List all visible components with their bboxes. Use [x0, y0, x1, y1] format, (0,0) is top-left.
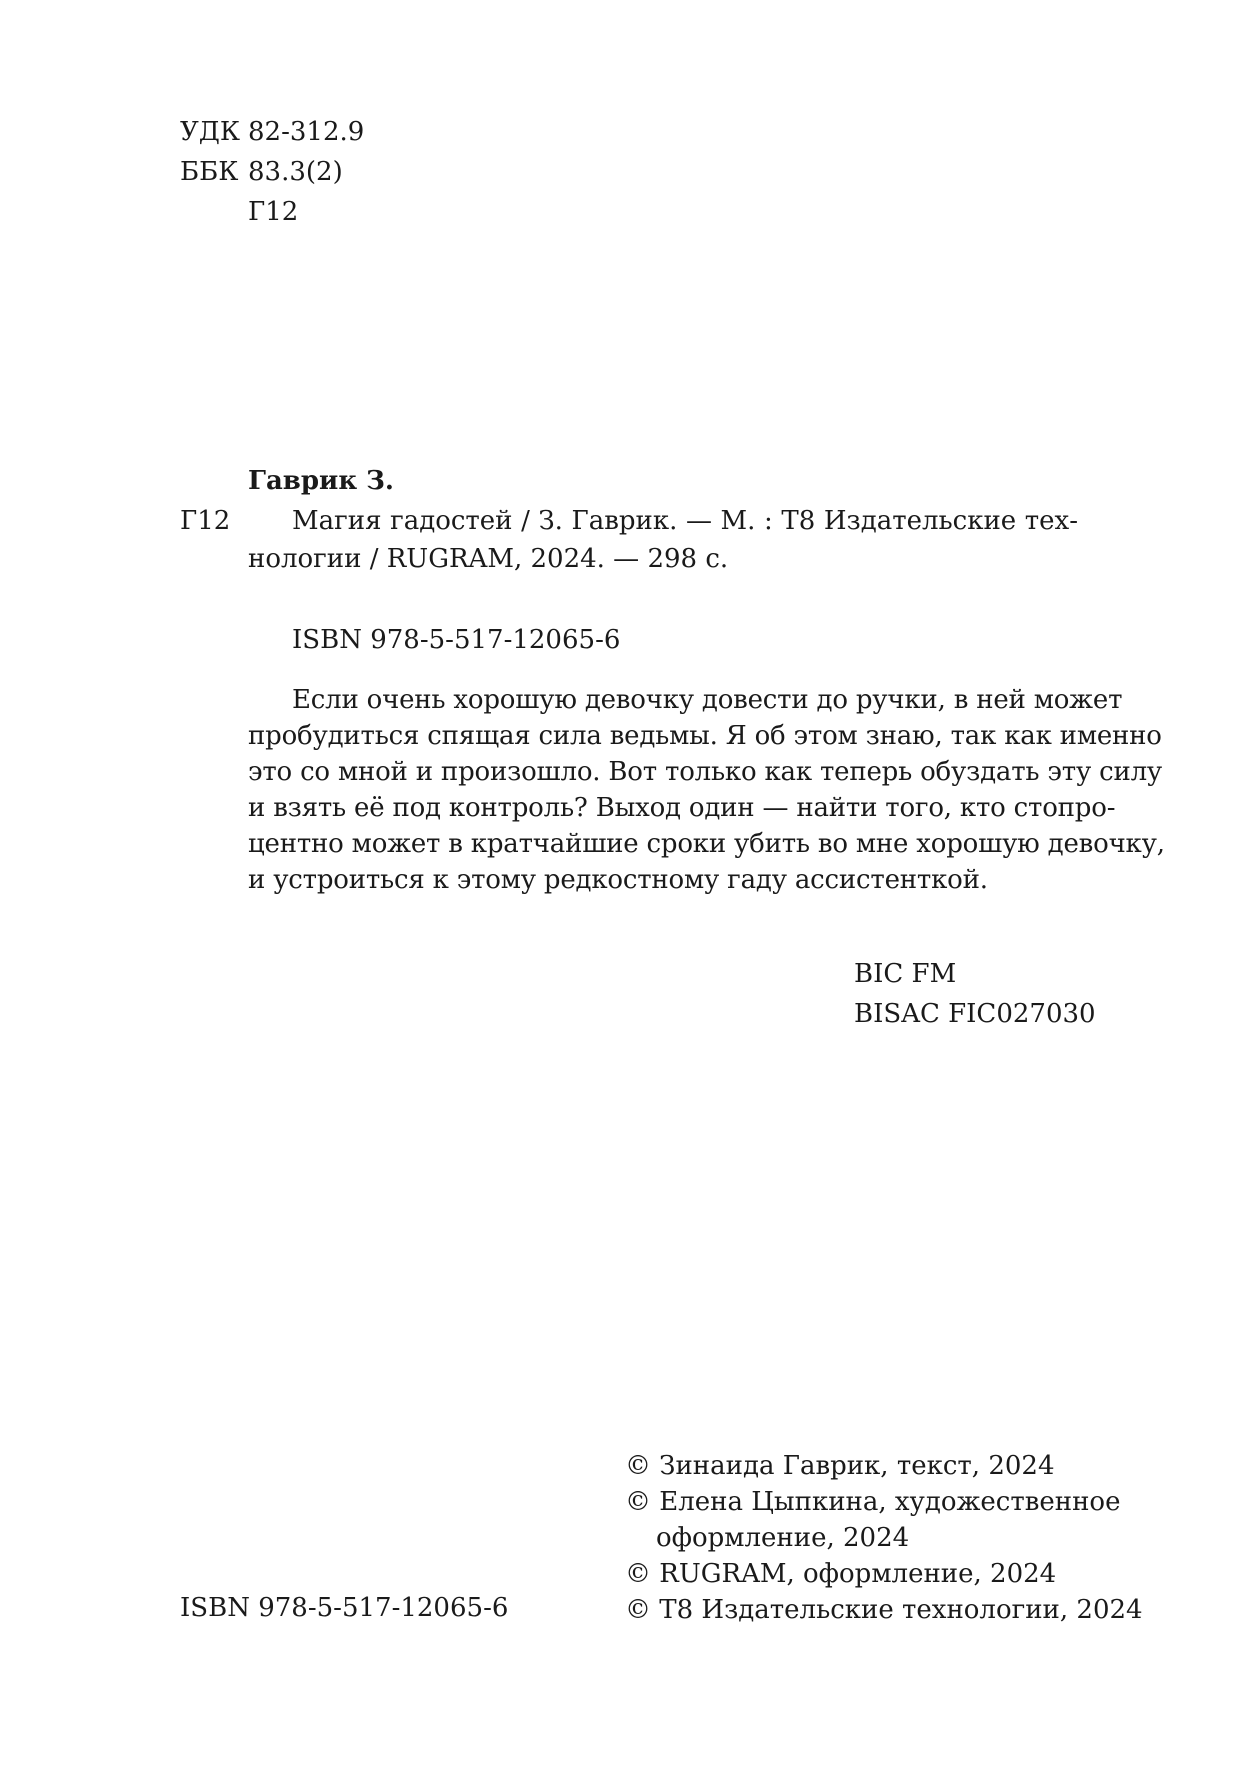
annotation-line-1: Если очень хорошую девочку довести до ручки, в ней может [292, 685, 1123, 715]
copyright-text: © Зинаида Гаврик, текст, 2024 [625, 1451, 1055, 1481]
cutter-row [180, 192, 364, 232]
cutter-side-code: Г12 [180, 506, 231, 536]
copyright-publisher: © Т8 Издательские технологии, 2024 [625, 1595, 1143, 1625]
copyright-design: © RUGRAM, оформление, 2024 [625, 1559, 1057, 1589]
classification-block [180, 112, 364, 232]
copyright-art: © Елена Цыпкина, художественное [625, 1487, 1121, 1517]
isbn-middle: ISBN 978-5-517-12065-6 [292, 625, 621, 655]
annotation-line-4: и взять её под контроль? Выход один — найти того, кто стопро- [248, 793, 1116, 823]
annotation-line-3: это со мной и произошло. Вот только как теперь обуздать эту силу [248, 757, 1163, 787]
bibliographic-line-1: Магия гадостей / З. Гаврик. — М. : Т8 Издательские тех- [292, 506, 1078, 536]
copyright-art-continued: оформление, 2024 [656, 1523, 910, 1553]
copyright-block [625, 1448, 1143, 1628]
subject-codes [854, 954, 1096, 1034]
bibliographic-line-2: нологии / RUGRAM, 2024. — 298 с. [248, 544, 729, 574]
bic-code: BIC FM [854, 959, 957, 989]
bbk-value: 83.3(2) [248, 157, 343, 187]
udk-row [180, 112, 364, 152]
bbk-label: ББК [180, 157, 239, 187]
bisac-code: BISAC FIC027030 [854, 999, 1096, 1029]
author-heading: Гаврик З. [248, 466, 394, 496]
udk-label: УДК [180, 117, 241, 147]
cutter-code: Г12 [248, 197, 299, 227]
udk-value: 82-312.9 [248, 117, 365, 147]
annotation-line-5: центно может в кратчайшие сроки убить во мне хорошую девочку, [248, 829, 1165, 859]
bbk-row [180, 152, 364, 192]
annotation-line-6: и устроиться к этому редкостному гаду ассистенткой. [248, 865, 988, 895]
isbn-bottom: ISBN 978-5-517-12065-6 [180, 1593, 509, 1623]
annotation-line-2: пробудиться спящая сила ведьмы. Я об этом знаю, так как именно [248, 721, 1162, 751]
